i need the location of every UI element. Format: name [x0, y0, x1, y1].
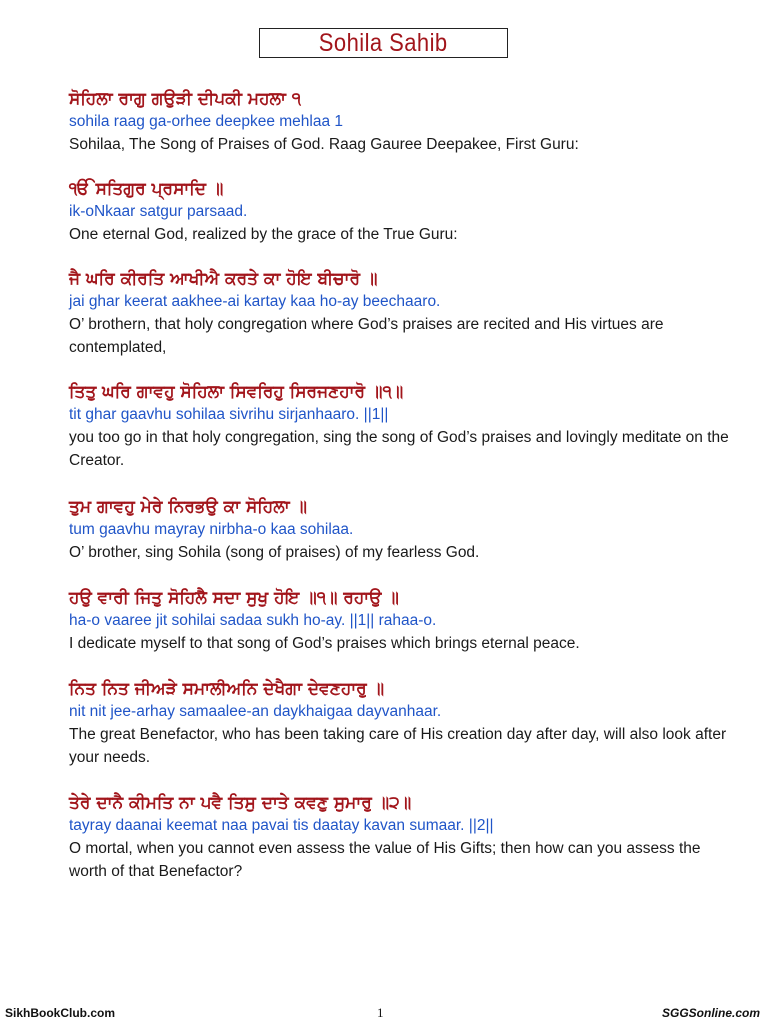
transliteration-line: tit ghar gaavhu sohilaa sivrihu sirjanhaaro. ||1|| — [69, 406, 389, 423]
translation-text: O mortal, when you cannot even assess the value of His Gifts; then how can you assess the worth of that Benefactor? — [69, 840, 701, 880]
gurmukhi-line: ੴ ਸਤਿਗੁਰ ਪ੍ਰਸਾਦਿ ॥ — [69, 179, 224, 199]
verse-block — [69, 496, 729, 564]
footer-right-credit: SGGSonline.com — [661, 1006, 760, 1020]
verse-block — [69, 678, 729, 769]
translation-text: O’ brothern, that holy congregation where God’s praises are recited and His virtues are contemplated, — [69, 316, 664, 356]
verse-block — [69, 587, 729, 655]
translation-text: O’ brother, sing Sohila (song of praises) of my fearless God. — [69, 544, 480, 561]
translation-text: you too go in that holy congregation, sing the song of God’s praises and lovingly meditate on the Creator. — [69, 429, 729, 469]
transliteration-line: tayray daanai keemat naa pavai tis daatay kavan sumaar. ||2|| — [69, 817, 494, 834]
footer-left-credit: SikhBookClub.com — [5, 1006, 116, 1020]
title-box — [259, 28, 508, 58]
gurmukhi-line: ਸੋਹਿਲਾ ਰਾਗੁ ਗਉੜੀ ਦੀਪਕੀ ਮਹਲਾ ੧ — [69, 89, 302, 109]
page-title: Sohila Sahib — [319, 28, 448, 57]
gurmukhi-line: ਜੈ ਘਰਿ ਕੀਰਤਿ ਆਖੀਐ ਕਰਤੇ ਕਾ ਹੋਇ ਬੀਚਾਰੋ ॥ — [69, 269, 378, 289]
verse-block — [69, 178, 729, 246]
verse-block — [69, 792, 729, 883]
gurmukhi-line: ਹਉ ਵਾਰੀ ਜਿਤੁ ਸੋਹਿਲੈ ਸਦਾ ਸੁਖੁ ਹੋਇ ॥੧॥ ਰਹਾਉ ॥ — [69, 588, 399, 608]
translation-text: The great Benefactor, who has been taking care of His creation day after day, will also look after your needs. — [69, 726, 727, 766]
transliteration-line: jai ghar keerat aakhee-ai kartay kaa ho-ay beechaaro. — [69, 293, 441, 310]
transliteration-line: tum gaavhu mayray nirbha-o kaa sohilaa. — [69, 521, 354, 538]
gurmukhi-line: ਤੁਮ ਗਾਵਹੁ ਮੇਰੇ ਨਿਰਭਉ ਕਾ ਸੋਹਿਲਾ ॥ — [69, 497, 307, 517]
gurmukhi-line: ਤੇਰੇ ਦਾਨੈ ਕੀਮਤਿ ਨਾ ਪਵੈ ਤਿਸੁ ਦਾਤੇ ਕਵਣੁ ਸੁਮਾਰੁ ॥੨॥ — [69, 793, 412, 813]
verse-block — [69, 268, 729, 359]
verse-block — [69, 88, 729, 156]
translation-text: One eternal God, realized by the grace of the True Guru: — [69, 226, 458, 243]
gurmukhi-line: ਨਿਤ ਨਿਤ ਜੀਅੜੇ ਸਮਾਲੀਅਨਿ ਦੇਖੈਗਾ ਦੇਵਣਹਾਰੁ ॥ — [69, 679, 385, 699]
translation-text: I dedicate myself to that song of God’s praises which brings eternal peace. — [69, 635, 580, 652]
gurmukhi-line: ਤਿਤੁ ਘਰਿ ਗਾਵਹੁ ਸੋਹਿਲਾ ਸਿਵਰਿਹੁ ਸਿਰਜਣਹਾਰੋ ॥੧॥ — [69, 382, 404, 402]
transliteration-line: nit nit jee-arhay samaalee-an daykhaigaa dayvanhaar. — [69, 703, 442, 720]
transliteration-line: sohila raag ga-orhee deepkee mehlaa 1 — [69, 113, 344, 130]
transliteration-line: ik-oNkaar satgur parsaad. — [69, 203, 248, 220]
transliteration-line: ha-o vaaree jit sohilai sadaa sukh ho-ay. ||1|| rahaa-o. — [69, 612, 437, 629]
page-number: 1 — [377, 1005, 384, 1020]
verse-block — [69, 381, 729, 472]
translation-text: Sohilaa, The Song of Praises of God. Raag Gauree Deepakee, First Guru: — [69, 136, 579, 153]
